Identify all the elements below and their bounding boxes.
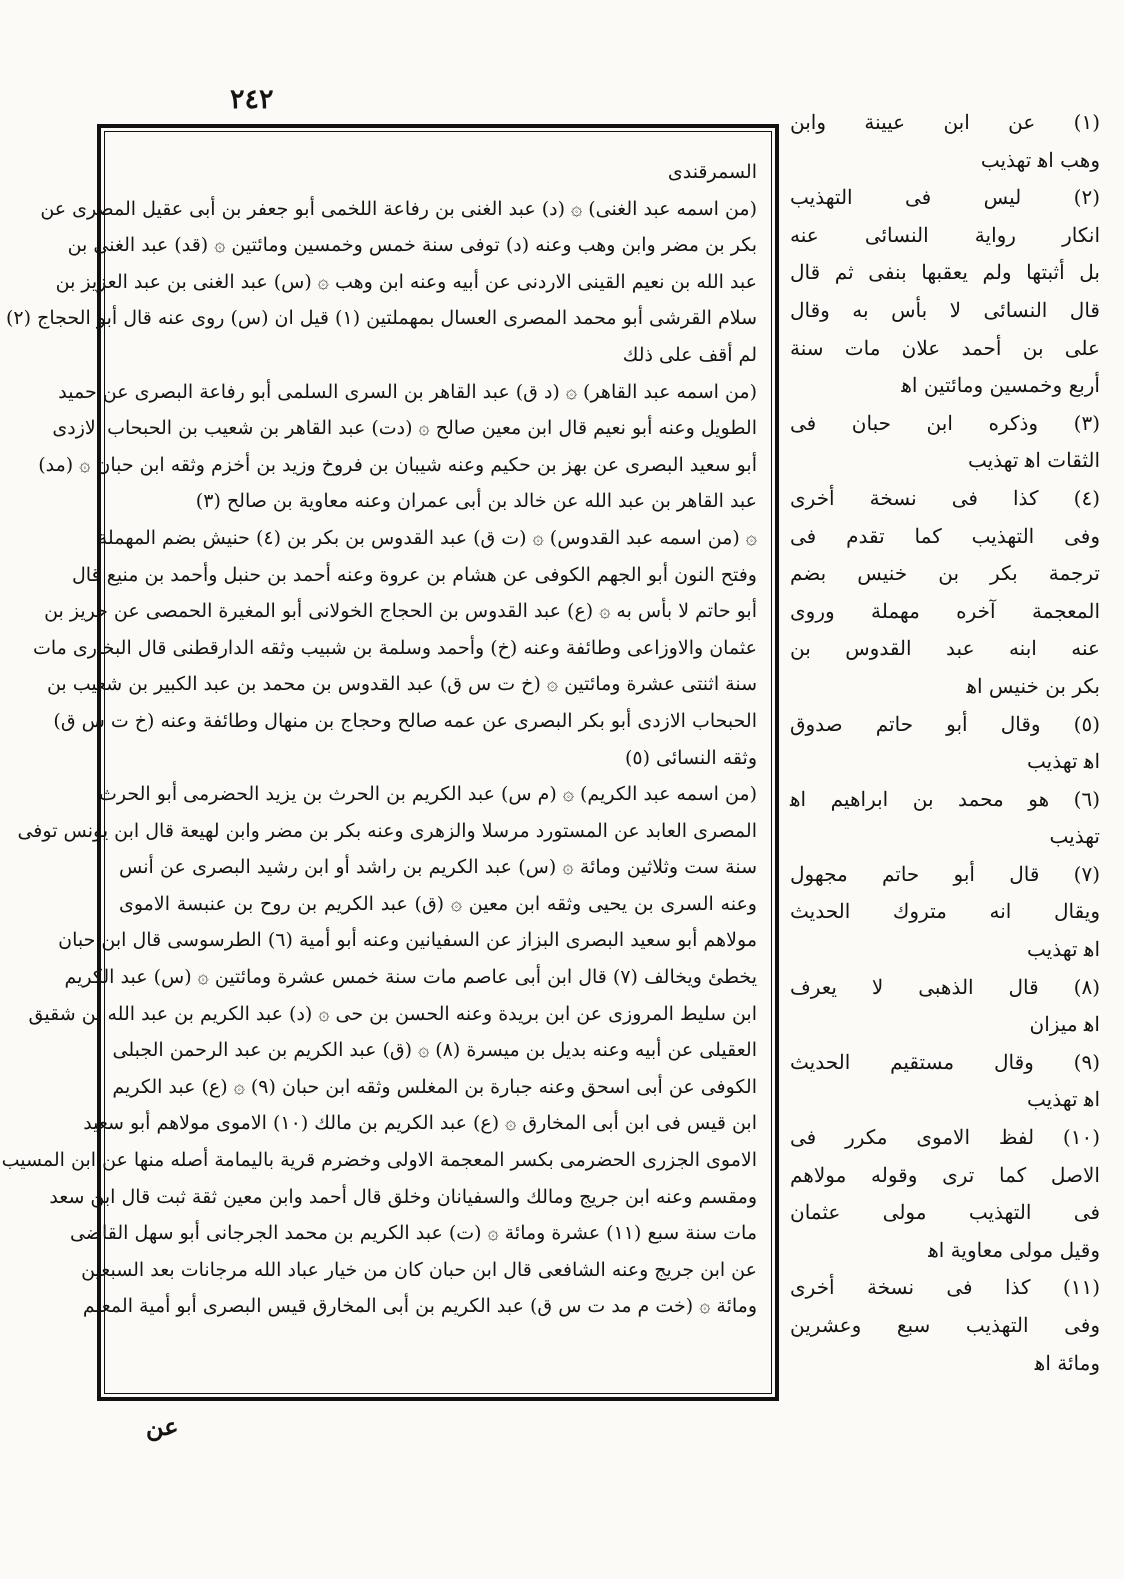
text-line: الحبحاب الازدى أبو بكر البصرى عن عمه صالح وحجاج بن منهال وطائفة وعنه (خ ت س ق): [53, 709, 757, 732]
text-line: مات سنة سبع (١١) عشرة ومائة ۞ (ت) عبد الكريم بن محمد الجرجانى أبو سهل القاضى: [69, 1222, 757, 1245]
note-line: وقيل مولى معاوية اﻫ: [928, 1237, 1100, 1262]
note-line: (٩) وقال مستقيم الحديث: [790, 1049, 1100, 1074]
text-line: وعنه السرى بن يحيى وثقه ابن معين ۞ (ق) عبد الكريم بن روح بن عنبسة الاموى: [119, 892, 757, 915]
text-line: عبد القاهر بن عبد الله عن خالد بن أبى عمران وعنه معاوية بن صالح (٣): [195, 490, 757, 513]
text-line: ومقسم وعنه ابن جريج ومالك والسفيانان وخلق قال أحمد وابن معين ثقة ثبت قال ابن سعد: [49, 1185, 757, 1208]
text-line: وثقه النسائى (٥): [624, 746, 757, 769]
note-line: اﻫ تهذيب: [1027, 937, 1100, 962]
note-line: ترجمة بكر بن خنيس بضم: [790, 561, 1100, 586]
note-line: (٨) قال الذهبى لا يعرف: [790, 974, 1100, 999]
text-line: (من اسمه عبد القاهر) ۞ (د ق) عبد القاهر بن السرى السلمى أبو رفاعة البصرى عن حميد: [58, 380, 757, 403]
note-line: بكر بن خنيس اﻫ: [966, 673, 1100, 698]
text-line: وفتح النون أبو الجهم الكوفى عن هشام بن عروة وعنه أحمد بن حنبل وأحمد بن منيع قال: [71, 563, 757, 586]
page-number: ٢٤٢: [230, 84, 274, 115]
note-line: (٣) وذكره ابن حبان فى: [790, 410, 1100, 435]
note-line: (٧) قال أبو حاتم مجهول: [790, 861, 1100, 886]
text-line: الكوفى عن أبى اسحق وعنه جبارة بن المغلس وثقه ابن حبان (٩) ۞ (ع) عبد الكريم: [112, 1075, 757, 1098]
note-line: الاصل كما ترى وقوله مولاهم: [790, 1162, 1100, 1187]
note-line: (٥) وقال أبو حاتم صدوق: [790, 711, 1100, 736]
text-line: ۞ (من اسمه عبد القدوس) ۞ (ت ق) عبد القدوس بن بكر بن (٤) حنيش بضم المهملة: [97, 526, 757, 549]
note-line: (١١) كذا فى نسخة أخرى: [790, 1275, 1100, 1300]
text-line: أبو سعيد البصرى عن بهز بن حكيم وعنه شيبان بن فروخ وزيد بن أخزم وثقه ابن حبان ۞ (مد): [38, 453, 757, 476]
text-line: العقيلى عن أبيه وعنه بديل بن ميسرة (٨) ۞ (ق) عبد الكريم بن عبد الرحمن الجبلى: [112, 1039, 757, 1062]
note-line: (٦) هو محمد بن ابراهيم اﻫ: [790, 786, 1100, 811]
note-line: انكار رواية النسائى عنه: [790, 222, 1100, 247]
text-line: السمرقندى: [667, 161, 757, 183]
text-line: عبد الله بن نعيم القينى الاردنى عن أبيه وعنه ابن وهب ۞ (س) عبد الغنى بن عبد العزيز بن: [55, 270, 757, 293]
text-line: لم أقف على ذلك: [622, 343, 757, 366]
text-line: (من اسمه عبد الكريم) ۞ (م س) عبد الكريم بن الحرث بن يزيد الحضرمى أبو الحرث: [98, 783, 757, 806]
text-line: سلام القرشى أبو محمد المصرى العسال بمهملتين (١) قيل ان (س) روى عنه قال أبو الحجاج (٢): [6, 307, 757, 330]
note-line: بل أثبتها ولم يعقبها بنفى ثم قال: [790, 260, 1100, 285]
text-line: المصرى العابد عن المستورد مرسلا والزهرى وعنه بكر بن مضر وابن لهيعة قال ابن يونس توفى: [17, 819, 757, 842]
note-line: (١٠) لفظ الاموى مكرر فى: [790, 1125, 1100, 1150]
note-line: على بن أحمد علان مات سنة: [790, 335, 1100, 360]
text-line: سنة اثنتى عشرة ومائتين ۞ (خ ت س ق) عبد القدوس بن محمد بن عبد الكبير بن شعيب بن: [46, 673, 757, 696]
text-line: أبو حاتم لا بأس به ۞ (ع) عبد القدوس بن الحجاج الخولانى أبو المغيرة الحمصى عن حريز بن: [44, 600, 757, 623]
text-line: الطويل وعنه أبو نعيم قال ابن معين صالح ۞ (دت) عبد القاهر بن شعيب بن الحبحاب الازدى: [52, 417, 757, 440]
text-line: سنة ست وثلاثين ومائة ۞ (س) عبد الكريم بن راشد أو ابن رشيد البصرى عن أنس: [119, 856, 757, 879]
text-line: (من اسمه عبد الغنى) ۞ (د) عبد الغنى بن رفاعة اللخمى أبو جعفر بن أبى عقيل المصرى عن: [40, 197, 757, 220]
text-line: ومائة ۞ (خت م مد ت س ق) عبد الكريم بن أبى المخارق قيس البصرى أبو أمية المعلم: [82, 1295, 757, 1318]
note-line: أربع وخمسين ومائتين اﻫ: [901, 373, 1100, 398]
note-line: فى التهذيب مولى عثمان: [790, 1200, 1100, 1225]
text-line: بكر بن مضر وابن وهب وعنه (د) توفى سنة خمس وخمسين ومائتين ۞ (قد) عبد الغنى بن: [67, 234, 757, 257]
marginal-notes: [790, 104, 1100, 1375]
note-line: عنه ابنه عبد القدوس بن: [790, 636, 1100, 661]
text-line: يخطئ ويخالف (٧) قال ابن أبى عاصم مات سنة خمس عشرة ومائتين ۞ (س) عبد الكريم: [64, 966, 757, 989]
note-line: تهذيب: [1049, 824, 1100, 849]
note-line: وهب اﻫ تهذيب: [980, 147, 1100, 172]
text-line: عن ابن جريج وعنه الشافعى قال ابن حبان كان من خيار عباد الله مرجانات بعد السبعين: [81, 1258, 757, 1281]
note-line: ومائة اﻫ: [1034, 1350, 1100, 1375]
main-text-body: [1, 131, 772, 1394]
note-line: قال النسائى لا بأس به وقال: [790, 297, 1100, 322]
text-line: الاموى الجزرى الحضرمى بكسر المعجمة الاولى وخضرم قرية باليمامة أصله منها عن ابن المسيب: [1, 1149, 757, 1172]
note-line: (٤) كذا فى نسخة أخرى: [790, 485, 1100, 510]
catchword: عن: [146, 1412, 179, 1441]
text-line: ابن قيس فى ابن أبى المخارق ۞ (ع) عبد الكريم بن مالك (١٠) الاموى مولاهم أبو سعيد: [83, 1112, 757, 1135]
text-line: ابن سليط المروزى عن ابن بريدة وعنه الحسن بن حى ۞ (د) عبد الكريم بن عبد الله بن شقيق: [28, 1002, 757, 1025]
note-line: وفى التهذيب سبع وعشرين: [790, 1313, 1100, 1337]
note-line: الثقات اﻫ تهذيب: [967, 448, 1100, 473]
note-line: اﻫ تهذيب: [1027, 1087, 1100, 1112]
note-line: المعجمة آخره مهملة وروى: [790, 598, 1100, 623]
note-line: (١) عن ابن عيينة وابن: [790, 110, 1100, 134]
note-line: اﻫ تهذيب: [1027, 749, 1100, 774]
main-text-frame: [1, 124, 779, 1401]
note-line: وفى التهذيب كما تقدم فى: [790, 523, 1100, 548]
note-line: ويقال انه متروك الحديث: [790, 899, 1100, 924]
note-line: (٢) ليس فى التهذيب: [790, 185, 1100, 210]
text-line: مولاهم أبو سعيد البصرى البزاز عن السفيانين وعنه أبو أمية (٦) الطرسوسى قال ابن حبان: [58, 929, 757, 952]
note-line: اﻫ ميزان: [1029, 1012, 1100, 1037]
text-line: عثمان والاوزاعى وطائفة وعنه (خ) وأحمد وسلمة بن شبيب وثقه الدارقطنى قال البخارى مات: [32, 636, 757, 659]
